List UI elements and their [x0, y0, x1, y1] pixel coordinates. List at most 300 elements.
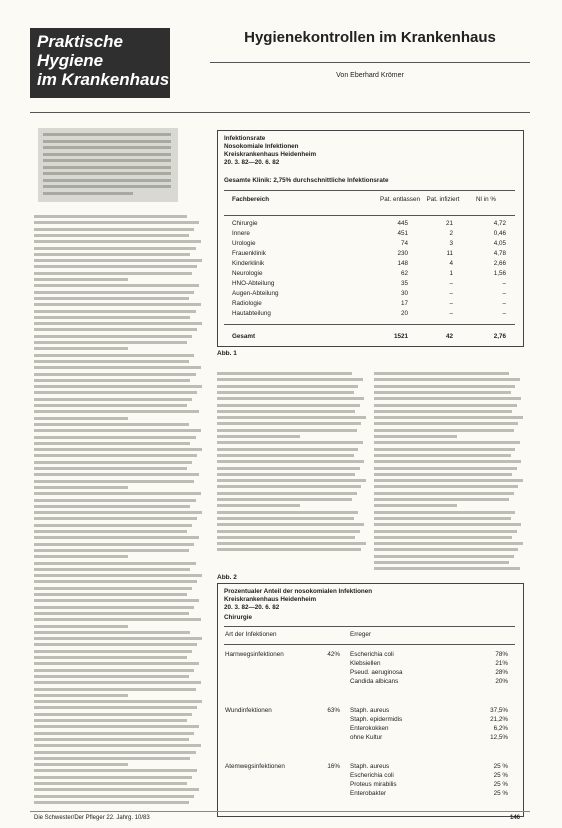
table1-cell-department: HNO-Abteilung [232, 280, 275, 287]
text-line [374, 448, 515, 451]
text-line [217, 473, 355, 476]
table1-row [218, 229, 523, 238]
text-line [34, 769, 197, 772]
text-line [34, 480, 194, 483]
table2-head-3: 20. 3. 82—20. 6. 82 [224, 604, 280, 611]
text-line [217, 485, 361, 488]
text-line [34, 751, 196, 754]
table2-row [218, 677, 523, 686]
abstract-text-line [43, 179, 171, 182]
text-line [217, 548, 361, 551]
text-line [34, 744, 201, 747]
text-line [374, 511, 515, 514]
text-line [374, 397, 521, 400]
table2-row [218, 771, 523, 780]
table1-total-entlassen: 1521 [393, 333, 408, 340]
table1-cell-department: Neurologie [232, 270, 263, 277]
text-line [34, 354, 194, 357]
table1-cell-department: Urologie [232, 240, 256, 247]
text-line [34, 492, 201, 495]
text-line [34, 574, 202, 577]
text-line [374, 555, 514, 558]
table1-rate-line: Gesamte Klinik: 2,75% durchschnittliche Infektionsrate [224, 177, 389, 184]
abstract-text-line [43, 133, 171, 136]
text-line [217, 460, 364, 463]
text-line [34, 240, 201, 243]
table1-cell-infected: – [449, 280, 453, 287]
text-line [34, 732, 194, 735]
abstract-text-line [43, 159, 171, 162]
text-line [217, 448, 358, 451]
table2-pathogen: Enterokokken [350, 725, 389, 732]
table1-cell-discharged: 74 [400, 240, 408, 247]
table2-pathogen: Proteus mirabilis [350, 781, 397, 788]
table1-cell-rate: 4,05 [493, 240, 506, 247]
table2-infection-type: Harnwegsinfektionen [225, 651, 284, 658]
text-line [34, 549, 189, 552]
text-line [374, 372, 509, 375]
text-line [217, 404, 360, 407]
table1-cell-rate: – [502, 310, 506, 317]
table1-cell-infected: 2 [449, 230, 453, 237]
text-line [217, 429, 357, 432]
table1-cell-rate: – [502, 280, 506, 287]
text-line [34, 454, 197, 457]
abstract-box [38, 128, 178, 202]
table2-head-1: Prozentualer Anteil der nosokomialen Infektionen [224, 588, 373, 595]
table1-cell-infected: 21 [445, 220, 453, 227]
text-line [34, 228, 194, 231]
abstract-text-line [43, 153, 171, 156]
text-line [34, 278, 128, 281]
text-line [34, 662, 199, 665]
table1-cell-rate: 0,46 [493, 230, 506, 237]
table2-row [218, 650, 523, 659]
text-line [374, 492, 514, 495]
table1-rule [224, 215, 515, 216]
text-line [374, 378, 520, 381]
table1-cell-department: Innere [232, 230, 250, 237]
table1-head-1: Infektionsrate [224, 135, 266, 142]
page-title: Hygienekontrollen im Krankenhaus [244, 29, 496, 46]
text-line [34, 259, 202, 262]
table1-row [218, 219, 523, 228]
table2-pathogen-share: 25 % [493, 781, 508, 788]
table1-row [218, 279, 523, 288]
text-line [374, 454, 511, 457]
text-line [374, 416, 523, 419]
table1-cell-discharged: 30 [400, 290, 408, 297]
table2-pathogen-share: 25 % [493, 772, 508, 779]
body-column-right [374, 372, 524, 577]
text-line [217, 536, 355, 539]
author: Von Eberhard Krömer [336, 72, 404, 79]
text-line [34, 448, 202, 451]
title-rule [210, 62, 530, 63]
text-line [217, 523, 364, 526]
text-line [34, 410, 199, 413]
text-line [217, 378, 363, 381]
text-line [374, 504, 457, 507]
text-line [217, 422, 361, 425]
table2-pathogen-share: 12,5% [490, 734, 508, 741]
text-line [217, 542, 366, 545]
infection-rate-table [217, 130, 524, 347]
text-line [374, 530, 517, 533]
text-line [34, 606, 194, 609]
series-title-line: Hygiene [37, 51, 104, 70]
text-line [374, 429, 514, 432]
text-line [217, 454, 354, 457]
table2-row [218, 706, 523, 715]
body-column-middle [217, 372, 367, 562]
text-line [34, 385, 202, 388]
text-line [34, 310, 196, 313]
abstract-text-line [43, 185, 171, 188]
text-line [374, 536, 512, 539]
table1-cell-department: Chirurgie [232, 220, 258, 227]
table1-cell-discharged: 20 [400, 310, 408, 317]
table1-cell-rate: 1,56 [493, 270, 506, 277]
table1-cell-discharged: 35 [400, 280, 408, 287]
text-line [34, 517, 197, 520]
text-line [34, 391, 197, 394]
text-line [34, 719, 187, 722]
table2-row [218, 715, 523, 724]
text-line [34, 505, 190, 508]
text-line [34, 700, 202, 703]
text-line [34, 625, 128, 628]
text-line [34, 316, 190, 319]
text-line [374, 441, 520, 444]
text-line [34, 656, 187, 659]
text-line [217, 504, 300, 507]
abstract-text-line [43, 166, 171, 169]
text-line [34, 467, 187, 470]
table2-pathogen-share: 20% [495, 678, 508, 685]
text-line [34, 322, 202, 325]
text-line [34, 398, 192, 401]
table2-infection-type: Wundinfektionen [225, 707, 272, 714]
table1-total-label: Gesamt [232, 333, 256, 340]
table2-row [218, 659, 523, 668]
table1-head-4: 20. 3. 82—20. 6. 82 [224, 159, 280, 166]
text-line [34, 221, 199, 224]
table1-row [218, 289, 523, 298]
text-line [374, 498, 509, 501]
text-line [34, 688, 196, 691]
text-line [217, 435, 300, 438]
text-line [217, 397, 364, 400]
table1-rule [224, 190, 515, 191]
table2-pathogen-share: 25 % [493, 790, 508, 797]
table2-row [218, 789, 523, 798]
figure-caption-2: Abb. 2 [217, 574, 237, 581]
table1-cell-rate: 2,66 [493, 260, 506, 267]
text-line [217, 498, 352, 501]
text-line [374, 567, 520, 570]
text-line [34, 524, 192, 527]
table2-infection-type: Atemwegsinfektionen [225, 763, 285, 770]
text-line [34, 738, 189, 741]
text-line [34, 713, 192, 716]
table1-col-rate: Nl in % [476, 196, 496, 203]
abstract-text-line [43, 192, 133, 195]
table1-cell-rate: – [502, 290, 506, 297]
text-line [34, 265, 197, 268]
text-line [217, 517, 354, 520]
table1-row [218, 239, 523, 248]
text-line [217, 385, 358, 388]
table1-row [218, 309, 523, 318]
table2-pathogen: Staph. aureus [350, 763, 390, 770]
text-line [34, 499, 196, 502]
table2-pathogen-share: 28% [495, 669, 508, 676]
table1-total-row [218, 332, 523, 341]
text-line [34, 473, 199, 476]
text-line [34, 366, 201, 369]
table1-cell-discharged: 451 [397, 230, 408, 237]
table2-infection-share: 42% [327, 651, 340, 658]
text-line [374, 548, 518, 551]
journal-line: Die Schwester/Der Pfleger 22. Jahrg. 10/83 [34, 815, 150, 821]
abstract-text-line [43, 172, 171, 175]
table2-pathogen: Escherichia coli [350, 772, 394, 779]
table1-cell-rate: 4,78 [493, 250, 506, 257]
text-line [34, 637, 202, 640]
text-line [34, 360, 189, 363]
text-line [34, 795, 194, 798]
table1-row [218, 259, 523, 268]
table2-pathogen: Escherichia coli [350, 651, 394, 658]
table1-col-infiziert: Pat. infiziert [426, 196, 460, 203]
text-line [34, 788, 199, 791]
table1-cell-department: Kinderklinik [232, 260, 265, 267]
text-line [374, 460, 521, 463]
text-line [34, 423, 189, 426]
table1-cell-discharged: 148 [397, 260, 408, 267]
text-line [34, 303, 201, 306]
text-line [34, 297, 189, 300]
page-number: 146 [510, 815, 521, 821]
text-line [374, 410, 512, 413]
text-line [217, 492, 357, 495]
table1-cell-rate: 4,72 [493, 220, 506, 227]
text-line [34, 763, 128, 766]
table1-rule [224, 324, 515, 325]
table1-cell-discharged: 230 [397, 250, 408, 257]
text-line [374, 523, 521, 526]
text-line [34, 373, 196, 376]
table2-pathogen-share: 25 % [493, 763, 508, 770]
table1-cell-infected: 1 [449, 270, 453, 277]
text-line [374, 422, 518, 425]
text-line [34, 669, 194, 672]
text-line [374, 561, 509, 564]
text-line [34, 706, 197, 709]
text-line [34, 694, 128, 697]
table1-cell-infected: – [449, 290, 453, 297]
table2-pathogen-share: 21% [495, 660, 508, 667]
table1-cell-department: Augen-Abteilung [232, 290, 279, 297]
text-line [217, 511, 358, 514]
header-rule [30, 112, 530, 113]
text-line [217, 479, 366, 482]
text-line [34, 675, 189, 678]
text-line [34, 681, 201, 684]
text-line [374, 391, 511, 394]
table1-head-2: Nosokomiale Infektionen [224, 143, 299, 150]
table1-cell-department: Hautabteilung [232, 310, 271, 317]
table1-cell-infected: 4 [449, 260, 453, 267]
text-line [374, 435, 457, 438]
table2-row [218, 668, 523, 677]
table2-pathogen: Pseud. aeruginosa [350, 669, 403, 676]
table2-pathogen: Klebsiellen [350, 660, 381, 667]
text-line [34, 801, 189, 804]
table2-pathogen: Candida albicans [350, 678, 399, 685]
text-line [34, 776, 192, 779]
text-line [34, 555, 128, 558]
table2-pathogen: Staph. epidermidis [350, 716, 403, 723]
table1-cell-discharged: 17 [400, 300, 408, 307]
table2-head-4: Chirurgie [224, 614, 252, 621]
text-line [34, 782, 187, 785]
text-line [217, 416, 366, 419]
table2-pathogen-share: 6,2% [493, 725, 508, 732]
text-line [34, 328, 197, 331]
table2-infection-share: 16% [327, 763, 340, 770]
text-line [34, 599, 199, 602]
text-line [34, 417, 128, 420]
table2-rule [224, 644, 515, 645]
text-line [34, 347, 128, 350]
pathogen-share-table [217, 583, 524, 817]
text-line [34, 335, 192, 338]
table1-total-rate: 2,76 [493, 333, 506, 340]
series-title-line: im Krankenhaus [37, 70, 170, 89]
table1-cell-infected: 3 [449, 240, 453, 247]
text-line [34, 486, 128, 489]
table2-col-erreger: Erreger [350, 631, 371, 638]
table2-head-2: Kreiskrankenhaus Heidenheim [224, 596, 317, 603]
body-column-left [34, 215, 204, 815]
table1-cell-rate: – [502, 300, 506, 307]
table1-cell-department: Radiologie [232, 300, 262, 307]
text-line [217, 391, 354, 394]
table2-pathogen-share: 78% [495, 651, 508, 658]
text-line [374, 542, 523, 545]
text-line [34, 725, 199, 728]
text-line [34, 341, 187, 344]
series-title-box [30, 28, 170, 98]
figure-caption-1: Abb. 1 [217, 350, 237, 357]
text-line [34, 536, 199, 539]
footer-rule [30, 811, 530, 812]
text-line [34, 272, 192, 275]
text-line [34, 757, 190, 760]
table1-head-3: Kreiskrankenhaus Heidenheim [224, 151, 317, 158]
text-line [34, 379, 190, 382]
text-line [34, 461, 192, 464]
table1-cell-discharged: 445 [397, 220, 408, 227]
text-line [374, 473, 512, 476]
text-line [374, 404, 517, 407]
text-line [217, 372, 352, 375]
table1-col-fachbereich: Fachbereich [232, 196, 270, 203]
text-line [34, 436, 196, 439]
text-line [34, 291, 194, 294]
text-line [374, 517, 511, 520]
abstract-text-line [43, 146, 171, 149]
text-line [34, 234, 189, 237]
table2-col-art: Art der Infektionen [225, 631, 277, 638]
table1-cell-discharged: 62 [400, 270, 408, 277]
text-line [34, 643, 197, 646]
text-line [217, 467, 360, 470]
text-line [34, 593, 187, 596]
table1-cell-infected: – [449, 300, 453, 307]
text-line [34, 429, 201, 432]
table1-cell-department: Frauenklinik [232, 250, 266, 257]
table2-pathogen-share: 21,2% [490, 716, 508, 723]
table2-row [218, 762, 523, 771]
text-line [217, 530, 360, 533]
table2-pathogen: ohne Kultur [350, 734, 383, 741]
table1-row [218, 299, 523, 308]
table2-pathogen: Enterobakter [350, 790, 387, 797]
text-line [34, 650, 192, 653]
text-line [34, 404, 187, 407]
table2-rule [224, 626, 515, 627]
text-line [34, 247, 196, 250]
text-line [34, 284, 199, 287]
text-line [34, 568, 190, 571]
text-line [374, 479, 523, 482]
text-line [374, 467, 517, 470]
table1-row [218, 269, 523, 278]
table1-cell-infected: 11 [446, 250, 453, 257]
text-line [34, 253, 190, 256]
table2-infection-share: 63% [327, 707, 340, 714]
text-line [34, 612, 189, 615]
text-line [34, 562, 196, 565]
table2-row [218, 724, 523, 733]
text-line [34, 618, 201, 621]
text-line [34, 511, 202, 514]
text-line [34, 530, 187, 533]
text-line [217, 441, 363, 444]
text-line [374, 385, 515, 388]
table1-col-entlassen: Pat. entlassen [380, 196, 420, 203]
text-line [34, 580, 197, 583]
table1-total-infiziert: 42 [445, 333, 453, 340]
text-line [217, 410, 355, 413]
abstract-text-line [43, 140, 171, 143]
table1-cell-infected: – [449, 310, 453, 317]
table2-row [218, 733, 523, 742]
table2-row [218, 780, 523, 789]
table1-row [218, 249, 523, 258]
table2-pathogen: Staph. aureus [350, 707, 390, 714]
text-line [34, 631, 190, 634]
text-line [34, 587, 192, 590]
text-line [34, 442, 190, 445]
table2-pathogen-share: 37,5% [490, 707, 508, 714]
text-line [34, 215, 187, 218]
text-line [374, 485, 518, 488]
series-title-line: Praktische [37, 32, 123, 51]
